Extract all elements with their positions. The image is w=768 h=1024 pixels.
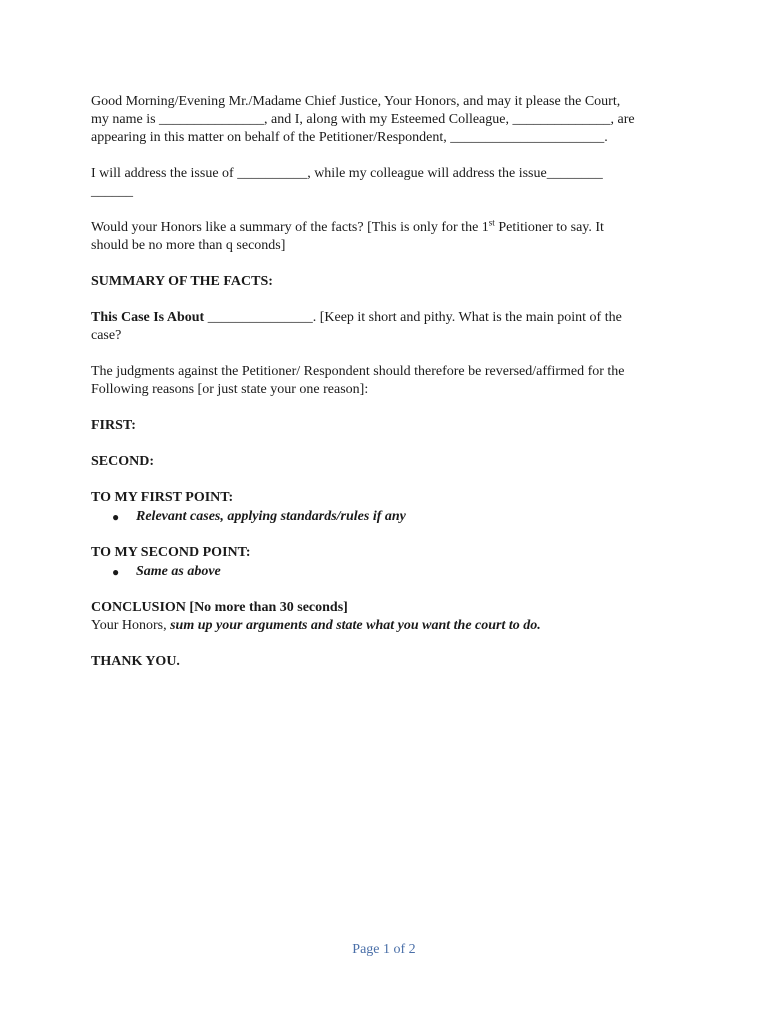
first-point-list [91, 508, 691, 526]
case-about-paragraph [91, 309, 691, 345]
intro-paragraph [91, 93, 691, 147]
intro-line-3: appearing in this matter on behalf of the Petitioner/Respondent, ______________________. [91, 130, 608, 145]
first-point-heading: TO MY FIRST POINT: [91, 490, 234, 505]
second-label: SECOND: [91, 454, 155, 469]
thank-you: THANK YOU. [91, 654, 180, 669]
conclusion-prefix: Your Honors, [91, 618, 171, 633]
intro-line-1: Good Morning/Evening Mr./Madame Chief Justice, Your Honors, and may it please the Court, [91, 94, 621, 109]
intro-line-2: my name is _______________, and I, along with my Esteemed Colleague, ______________, are [91, 112, 635, 127]
second-point-heading: TO MY SECOND POINT: [91, 545, 251, 560]
summary-request-line-2: should be no more than q seconds] [91, 238, 286, 253]
conclusion-heading: CONCLUSION [No more than 30 seconds] [91, 600, 348, 615]
judgments-line-2: Following reasons [or just state your one reason]: [91, 382, 369, 397]
summary-request-pre: Would your Honors like a summary of the facts? [This is only for the 1 [91, 220, 489, 235]
issue-line-2: ______ [91, 184, 133, 199]
conclusion-emphasis: sum up your arguments and state what you want the court to do. [170, 618, 541, 633]
issue-paragraph [91, 165, 691, 201]
ordinal-suffix: st [488, 217, 495, 228]
first-point-bullet-text: Relevant cases, applying standards/rules if any [136, 509, 406, 524]
bullet-icon: ● [112, 510, 120, 524]
issue-line-1: I will address the issue of __________, while my colleague will address the issue________ [91, 166, 603, 181]
document-body [91, 93, 691, 671]
conclusion-text [91, 617, 691, 635]
case-about-blank: _______________ [204, 310, 313, 325]
judgments-line-1: The judgments against the Petitioner/ Respondent should therefore be reversed/affirmed for the [91, 364, 625, 379]
summary-request-post: Petitioner to say. It [494, 220, 604, 235]
first-label: FIRST: [91, 418, 136, 433]
case-about-label: This Case Is About [91, 310, 205, 325]
list-item [91, 508, 691, 526]
bullet-icon: ● [112, 565, 120, 579]
case-about-rest: . [Keep it short and pithy. What is the main point of the [312, 310, 622, 325]
summary-heading: SUMMARY OF THE FACTS: [91, 274, 273, 289]
case-about-line-2: case? [91, 328, 122, 343]
list-item [91, 563, 691, 581]
summary-request-paragraph [91, 219, 691, 255]
second-point-list [91, 563, 691, 581]
judgments-paragraph [91, 363, 691, 399]
second-point-bullet-text: Same as above [136, 564, 221, 579]
page-number-footer: Page 1 of 2 [352, 942, 416, 957]
